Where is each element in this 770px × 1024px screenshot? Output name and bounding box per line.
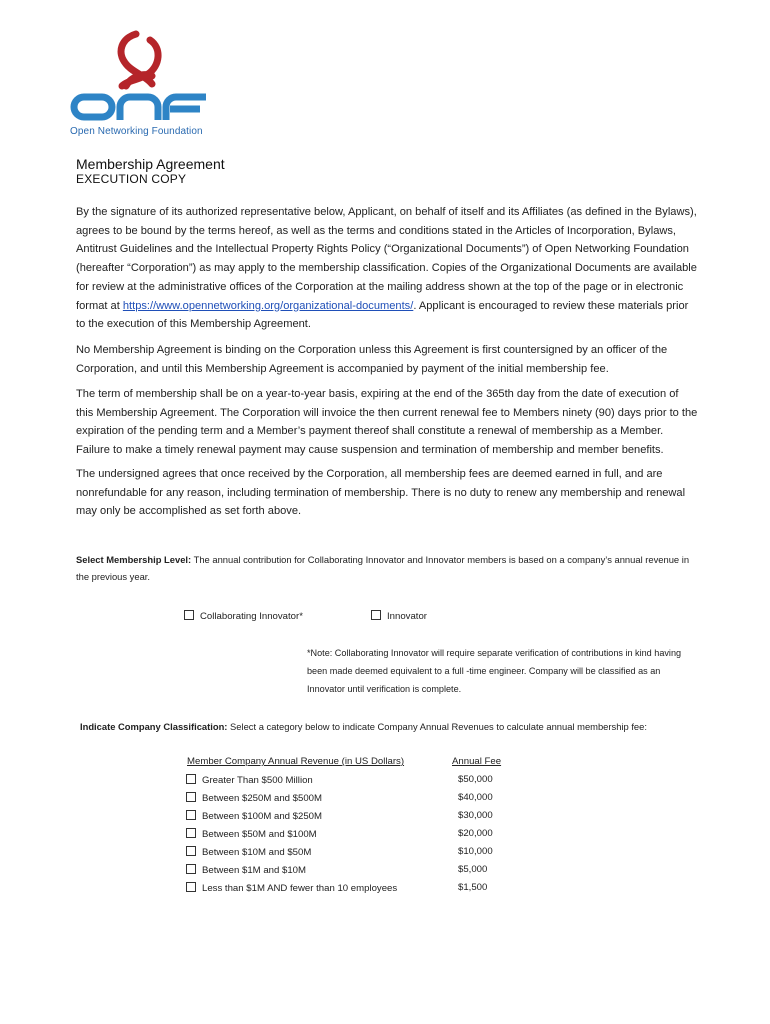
option-label: Collaborating Innovator*: [200, 611, 303, 622]
onf-logo: [66, 28, 216, 128]
note-label: *Note:: [307, 648, 333, 658]
note-text: Collaborating Innovator will require separate verification of contributions in kind having been made deemed equivalent to a full -time engineer. Company will be classified as an Innovator until verification is complete.: [307, 648, 682, 694]
fee-row[interactable]: [186, 864, 506, 882]
checkbox[interactable]: [186, 864, 196, 874]
fee-amount: $10,000: [458, 846, 493, 857]
document-title: Membership Agreement: [76, 156, 225, 172]
paragraph-fees: The undersigned agrees that once received by the Corporation, all membership fees are deemed earned in full, and are nonrefundable for any reason, including termination of membership. There is no duty to renew any membership and renewal may only be accomplished as set forth above.: [76, 468, 686, 518]
checkbox[interactable]: [371, 610, 381, 620]
checkbox[interactable]: [186, 882, 196, 892]
fee-amount: $40,000: [458, 792, 493, 803]
classification-section: [80, 718, 720, 735]
fee-amount: $30,000: [458, 810, 493, 821]
document-subtitle: EXECUTION COPY: [76, 172, 187, 186]
paragraph-terms-tail: . Applicant is encouraged to review these materials prior to the execution of this Membership Agreement.: [76, 299, 689, 331]
membership-level-section: [76, 551, 696, 585]
revenue-label: Less than $1M AND fewer than 10 employees: [202, 883, 398, 894]
note-section: [307, 644, 691, 698]
fee-row[interactable]: [186, 774, 506, 792]
paragraph-terms-text: By the signature of its authorized representative below, Applicant, on behalf of itself and its Affiliates (as defined in the Bylaws), agrees to be bound by the terms hereof, as well as the terms and conditions stated in the Articles of Incorporation, Bylaws, Antitrust Guidelines and the Intellectual Property Rights Policy (“Organizational Documents”) of Open Networking Foundation (hereafter “Corporation”) as may apply to the membership classification. Copies of the Organizational Documents are available for review at the administrative offices of the Corporation at the mailing address shown at the top of the page or in electronic format at: [76, 206, 697, 312]
revenue-label: Between $10M and $50M: [202, 847, 312, 858]
checkbox[interactable]: [186, 810, 196, 820]
onf-knot-mark: [121, 34, 158, 86]
fee-row[interactable]: [186, 846, 506, 864]
checkbox[interactable]: [184, 610, 194, 620]
option-collaborating-innovator[interactable]: [184, 610, 303, 622]
fee-row[interactable]: [186, 810, 506, 828]
fee-row[interactable]: [186, 882, 506, 900]
fee-row[interactable]: [186, 828, 506, 846]
checkbox[interactable]: [186, 846, 196, 856]
revenue-label: Between $250M and $500M: [202, 793, 323, 804]
checkbox[interactable]: [186, 792, 196, 802]
fee-row[interactable]: [186, 792, 506, 810]
revenue-label: Between $50M and $100M: [202, 829, 317, 840]
membership-level-label: Select Membership Level:: [76, 554, 192, 565]
revenue-label: Between $100M and $250M: [202, 811, 323, 822]
logo-subtitle: Open Networking Foundation: [70, 126, 203, 137]
checkbox[interactable]: [186, 774, 196, 784]
fee-column-header: Annual Fee: [452, 756, 502, 767]
organizational-documents-link[interactable]: https://www.opennetworking.org/organizational-documents/: [122, 299, 414, 312]
paragraph-binding: No Membership Agreement is binding on the Corporation unless this Agreement is first countersigned by an officer of the Corporation, and until this Membership Agreement is accompanied by payment of the initial membership fee.: [76, 344, 668, 375]
checkbox[interactable]: [186, 828, 196, 838]
onf-wordmark: [74, 97, 206, 120]
revenue-column-header: Member Company Annual Revenue (in US Dollars): [187, 756, 405, 767]
fee-amount: $50,000: [458, 774, 493, 785]
classification-text: Select a category below to indicate Company Annual Revenues to calculate annual membership fee:: [227, 721, 647, 732]
fee-amount: $1,500: [458, 882, 488, 893]
classification-label: Indicate Company Classification:: [80, 721, 228, 732]
fee-amount: $5,000: [458, 864, 488, 875]
paragraph-terms: [76, 203, 698, 334]
option-innovator[interactable]: [371, 610, 427, 622]
option-label: Innovator: [387, 611, 428, 622]
fee-amount: $20,000: [458, 828, 493, 839]
paragraph-term: The term of membership shall be on a year-to-year basis, expiring at the end of the 365th day from the date of execution of this Membership Agreement. The Corporation will invoice the then current renewal fee to Members ninety (90) days prior to the expiration of the pending term and a Member’s payment thereof shall constitute a renewal of membership as a Member. Failure to make a timely renewal payment may cause suspension and termination of membership and member benefits.: [76, 388, 698, 457]
membership-level-text: The annual contribution for Collaborating Innovator and Innovator members is based on a company’s annual revenue in the previous year.: [76, 554, 690, 582]
revenue-label: Between $1M and $10M: [202, 865, 306, 876]
revenue-label: Greater Than $500 Million: [202, 775, 313, 786]
